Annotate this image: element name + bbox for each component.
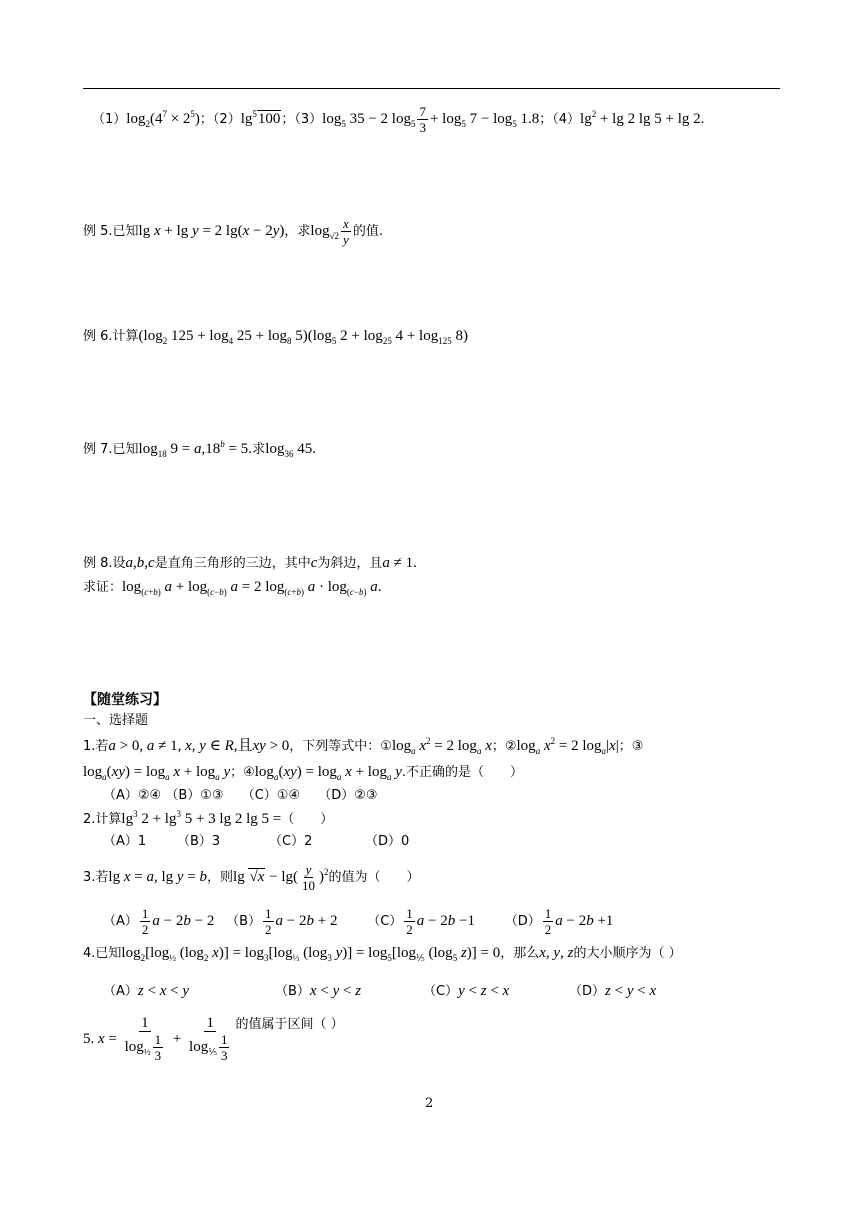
q4-option-a-label: （A） — [103, 984, 138, 999]
example-7-tail: . — [312, 441, 316, 457]
practice-section: 一、选择题 — [83, 713, 149, 728]
q3-option-b[interactable]: （B） $\frac{1}{2}$ a − 2b + 2 — [226, 906, 338, 937]
q4-option-b-label: （B） — [275, 984, 310, 999]
q1-sep3: ；③ — [618, 739, 644, 754]
item-4-label: ；（4） — [539, 111, 581, 127]
q3-lead: 3.若 — [83, 869, 109, 885]
q5-tail: 的值属于区间（ ） — [235, 1017, 344, 1032]
practice-title: 【随堂练习】 — [83, 692, 167, 708]
q3-mid: ，则 — [207, 869, 234, 885]
question-3: 3.若lg x = a, lg y = b，则lg √x − lg( $\frac{y}{10}$ )$^2$的值为（ ） — [83, 862, 420, 893]
example-5-tail: 的值. — [352, 223, 383, 239]
question-1-options — [103, 787, 378, 805]
example-8-label: 例 8.设 — [83, 556, 126, 571]
q1-sep2: ；② — [491, 739, 517, 754]
example-6-label: 例 6.计算 — [83, 329, 139, 344]
q2-tail: （ ） — [281, 812, 334, 827]
question-1-line2: $\log_a(xy) = \log_a x + \log_a y$；$④\log_a(xy) = \log_a x + \log_a y$.不正确的是（ ） — [83, 764, 524, 782]
q3-option-d-label: （D） — [504, 913, 541, 929]
example-8-prove-label: 求证： — [83, 580, 123, 595]
q1-mid: ，下列等式中：① — [289, 739, 392, 754]
q4-tail: 的大小顺序为（ ） — [573, 946, 682, 961]
exercise-line: $(1)\log_2(4^7 \times 2^5)$；$(2)\lg^5100$；$(3)\log_5$ 35 − 2 $\log_5$ $\frac{7}{3}$ + $\log_5 7 - \log_5 1.8$；$(4)\lg^2 + \lg 2$ lg 5 + lg 2. — [92, 104, 705, 135]
q3-option-d[interactable]: （D） $\frac{1}{2}$ a − 2b +1 — [504, 906, 614, 937]
question-5: 5. x = 1 $\log_{\frac{1}{2}}$ $\frac{1}{3}$ + 1 $\log_{\frac{1}{5}}$ $\frac{1}{3}$ 的值属于区间（ ） — [83, 1015, 344, 1063]
q1-option-b[interactable]: （B）①③ — [165, 788, 224, 803]
q4-option-c[interactable]: （C）y < z < x — [423, 983, 510, 999]
header-rule — [83, 88, 780, 89]
question-2-options — [103, 833, 409, 851]
q4-option-b[interactable]: （B）x < y < z — [275, 983, 362, 999]
q2-option-b[interactable]: （B）3 — [177, 834, 221, 849]
page-number: 2 — [425, 1096, 434, 1111]
q3-tail: 的值为（ ） — [328, 869, 420, 885]
example-8-text-a: 是直角三角形的三边，其中 — [154, 556, 311, 571]
example-8-line2: 求证：$\log_{(c+b)} a + \log_{(c-b)} a = 2$ $\log_{(c+b)} a \cdot \log_{(c-b)} a$. — [83, 579, 382, 597]
q1-option-c[interactable]: （C）①④ — [241, 788, 301, 803]
q1-option-a[interactable]: （A）②④ — [103, 788, 162, 803]
example-7-label: 例 7.已知 — [83, 442, 139, 457]
item-1-label: （1） — [92, 111, 127, 127]
q2-option-a[interactable]: （A）1 — [103, 834, 147, 849]
question-1-line1: 1.若a > 0, a ≠ 1, x, y ∈ R,且xy > 0，下列等式中：$①\log_a$ $x^2 = 2$ $\log_a x$；$②\log_a$ $x^2 = 2$ $\log_a|x|$；③ — [83, 736, 644, 756]
example-5: 例 5.已知lg x + lg y = 2 lg(x − 2y)，求$\log_{√2}$ $\frac{x}{y}$ 的值. — [83, 216, 383, 247]
q4-lead: 4.已知 — [83, 946, 122, 961]
example-8-line1: 例 8.设a,b,c是直角三角形的三边，其中c为斜边，且a ≠ 1. — [83, 555, 417, 571]
q3-option-c[interactable]: （C） $\frac{1}{2}$ a − 2b −1 — [367, 906, 475, 937]
q1-lead: 1.若 — [83, 739, 109, 754]
q3-option-c-label: （C） — [367, 913, 403, 929]
example-7: 例 7.已知$\log_{18} 9 = a,18^b = 5$.求$\log_{36} 45$. — [83, 439, 316, 459]
example-5-label: 例 5.已知 — [83, 223, 139, 239]
q4-option-a[interactable]: （A）z < x < y — [103, 983, 190, 999]
q4-option-d[interactable]: （D）z < y < x — [569, 983, 657, 999]
example-8-text-b: 为斜边，且 — [317, 556, 383, 571]
example-7-mid: .求 — [248, 442, 266, 457]
q3-option-a-label: （A） — [103, 913, 138, 929]
question-4: 4.已知$\log_2[\log_{\frac{1}{2}}$ ($\log_2$ $x)] = \log_3[\log_{\frac{1}{3}}$ ($\log_3$ $y)] = \log_5[\log_{\frac{1}{5}}$ ($\log_5$ z)] = 0，那么x, y, z的大小顺序为（ ） — [83, 945, 682, 963]
example-6: 例 6.计算($\log_2$ $125 + \log_4 25 + \log_8 5)(\log_5$ $2 + \log_{25} 4 + \log_{125} 8$) — [83, 328, 468, 346]
q1-tail: .不正确的是（ ） — [401, 765, 524, 780]
q1-sep4: ；④ — [230, 765, 255, 780]
question-4-options — [103, 982, 656, 1001]
q2-option-c[interactable]: （C）2 — [269, 834, 313, 849]
item-3-label: ；（3） — [281, 111, 323, 127]
q4-option-d-label: （D） — [569, 984, 606, 999]
q2-lead: 2.计算 — [83, 812, 122, 827]
question-2: 2.计算$\lg^3 2 + \lg^3 5 + 3$ lg 2 lg 5 =（ ） — [83, 809, 334, 827]
example-5-mid: ，求 — [284, 223, 311, 239]
item-end: . — [700, 110, 705, 127]
question-3-options — [103, 906, 613, 937]
q3-option-a[interactable]: （A） $\frac{1}{2}$ a − 2b − 2 — [103, 906, 215, 937]
item-2-label: ；（2） — [199, 111, 241, 127]
q4-mid: ，那么 — [500, 946, 540, 961]
q1-option-d[interactable]: （D）②③ — [318, 788, 378, 803]
q4-option-c-label: （C） — [423, 984, 459, 999]
q2-option-d[interactable]: （D）0 — [365, 834, 410, 849]
q3-option-b-label: （B） — [226, 913, 262, 929]
